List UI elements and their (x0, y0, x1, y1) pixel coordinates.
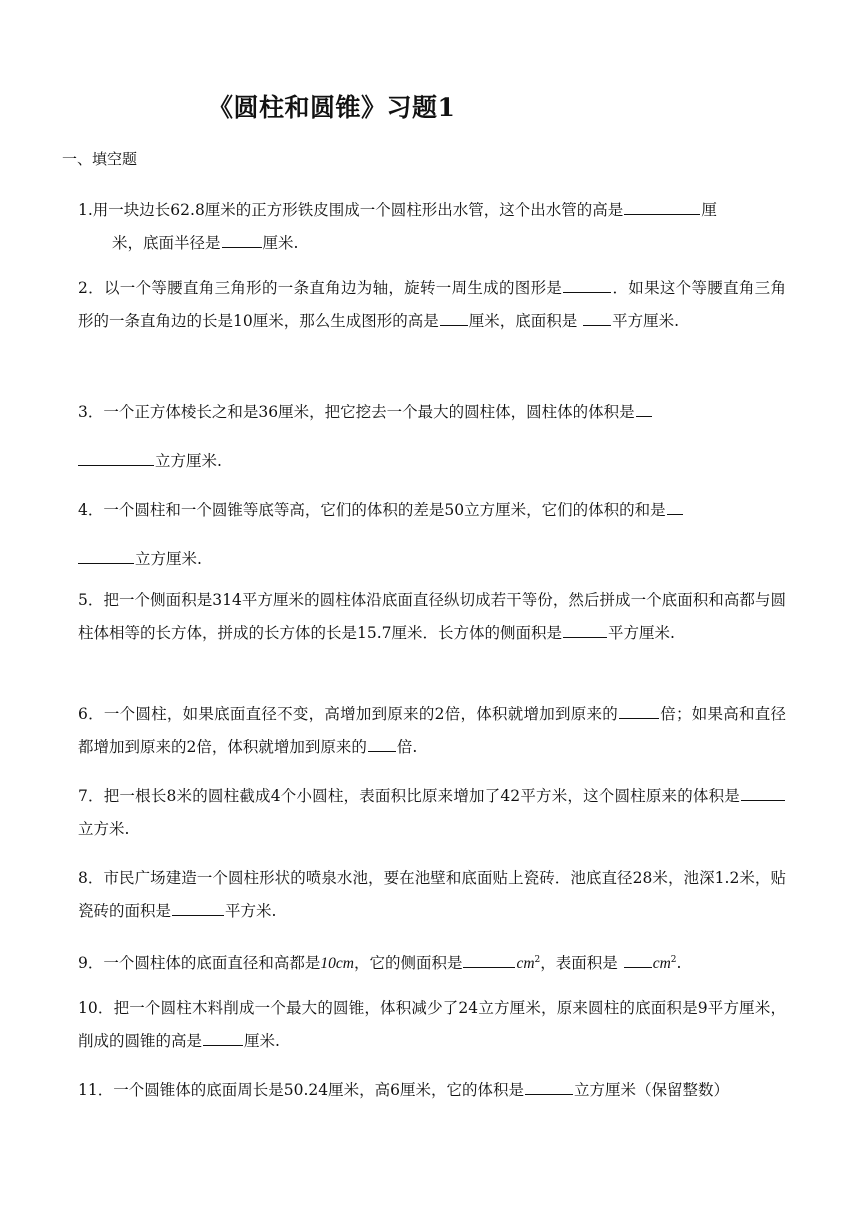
answer-blank[interactable] (741, 783, 785, 801)
answer-blank[interactable] (440, 308, 468, 326)
answer-blank[interactable] (78, 546, 134, 564)
question-11: 11．一个圆锥体的底面周长是50.24厘米，高6厘米，它的体积是 立方厘米（保留整数） (78, 1074, 786, 1107)
answer-blank[interactable] (203, 1028, 243, 1046)
answer-blank[interactable] (619, 701, 659, 719)
answer-blank[interactable] (583, 308, 611, 326)
answer-blank[interactable] (172, 898, 224, 916)
answer-blank[interactable] (525, 1077, 573, 1095)
question-1: 1.用一块边长62.8厘米的正方形铁皮围成一个圆柱形出水管，这个出水管的高是 厘 米，底面半径是 厘米. (78, 194, 786, 260)
question-7: 7．把一根长8米的圆柱截成4个小圆柱，表面积比原来增加了42平方米，这个圆柱原来的体积是立方米. (78, 780, 786, 846)
question-10: 10．把一个圆柱木料削成一个最大的圆锥，体积减少了24立方厘米，原来圆柱的底面积是9平方厘米，削成的圆锥的高是 厘米. (78, 999, 786, 1050)
section-heading: 一、填空题 (62, 150, 138, 168)
answer-blank[interactable] (563, 275, 611, 293)
page-title: 《圆柱和圆锥》习题1 (208, 93, 456, 122)
question-3: 3．一个正方体棱长之和是36厘米，把它挖去一个最大的圆柱体，圆柱体的体积是 立方厘米. (78, 388, 786, 486)
answer-blank[interactable] (368, 734, 396, 752)
question-6: 6．一个圆柱，如果底面直径不变，高增加到原来的2倍，体积就增加到原来的 倍；如果高和直径都增加到原来的2倍，体积就增加到原来的 倍. (78, 698, 786, 764)
answer-blank[interactable] (636, 399, 652, 417)
question-8: 8．市民广场建造一个圆柱形状的喷泉水池，要在池壁和底面贴上瓷砖．池底直径28米，池深1.2米，贴瓷砖的面积是 平方米. (78, 869, 786, 920)
answer-blank[interactable] (624, 197, 700, 215)
answer-blank[interactable] (78, 448, 154, 466)
answer-blank[interactable] (463, 950, 515, 968)
answer-blank[interactable] (222, 230, 262, 248)
question-4: 4．一个圆柱和一个圆锥等底等高，它们的体积的差是50立方厘米，它们的体积的和是 立方厘米. (78, 486, 786, 584)
answer-blank[interactable] (667, 497, 683, 515)
answer-blank[interactable] (624, 950, 652, 968)
question-9: 9．一个圆柱体的底面直径和高都是10cm，它的侧面积是 $cm^2$，表面积是 $cm^2$. (78, 944, 786, 980)
answer-blank[interactable] (563, 620, 607, 638)
question-5: 5．把一个侧面积是314平方厘米的圆柱体沿底面直径纵切成若干等份，然后拼成一个底面积和高都与圆柱体相等的长方体，拼成的长方体的长是15.7厘米．长方体的侧面积是 平方厘米. (78, 591, 786, 642)
question-2: 2．以一个等腰直角三角形的一条直角边为轴，旋转一周生成的图形是 ．如果这个等腰直角三角形的一条直角边的长是10厘米，那么生成图形的高是 厘米，底面积是 平方厘米. (78, 272, 786, 338)
